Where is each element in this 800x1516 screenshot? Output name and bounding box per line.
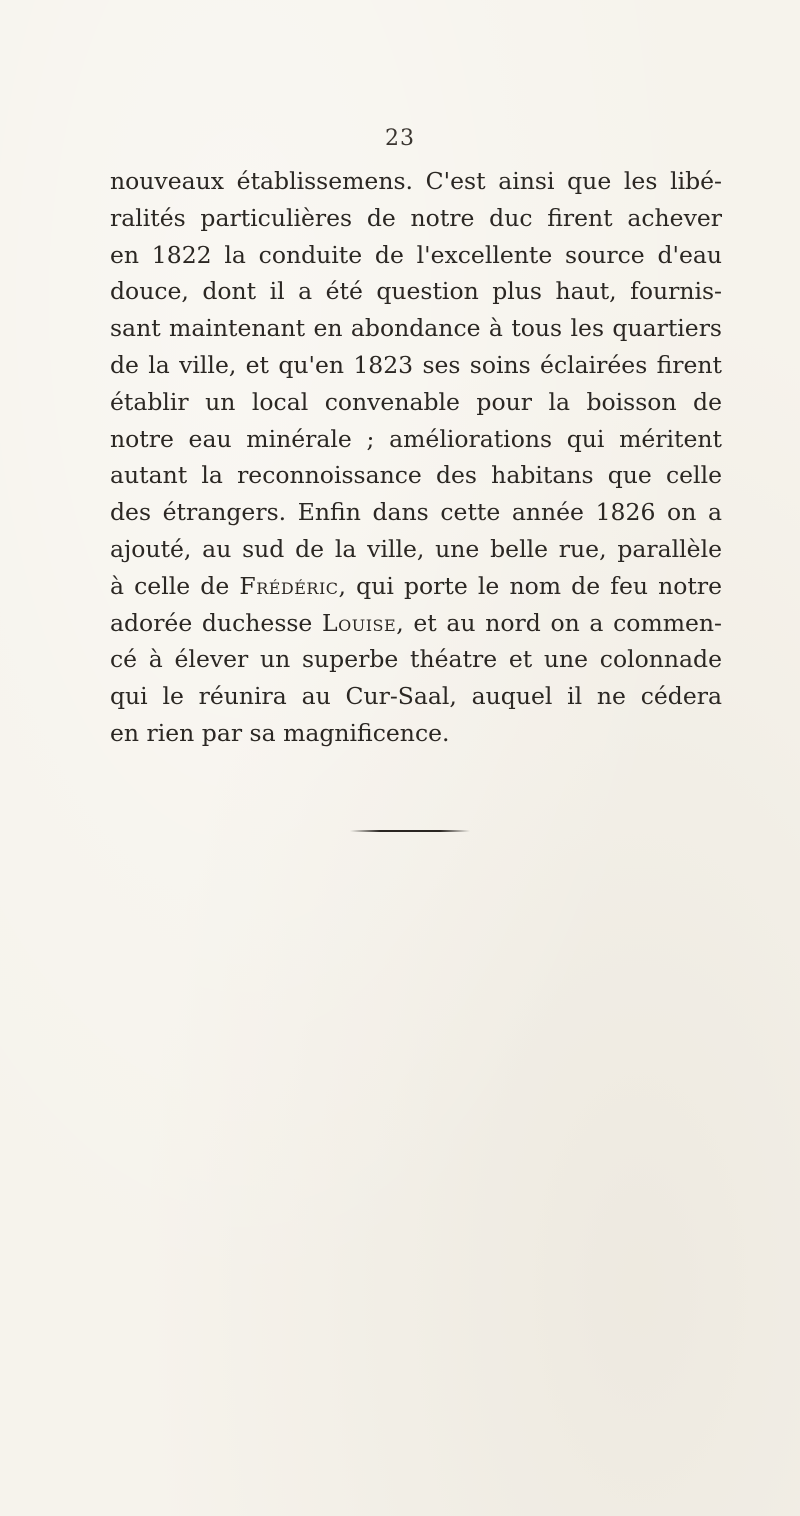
text-line: [110, 605, 722, 642]
text-line: de la ville, et qu'en 1823 ses soins éclairées firent: [110, 350, 722, 379]
text-line: en 1822 la conduite de l'excellente source d'eau: [110, 240, 722, 269]
text-run: , et au nord on a commen-: [396, 608, 722, 637]
text-run: adorée duchesse: [110, 608, 323, 637]
text-run: , qui porte le nom de feu notre: [338, 571, 722, 600]
text-line: établir un local convenable pour la boisson de: [110, 387, 722, 416]
proper-name-louise: Louise: [322, 608, 397, 637]
body-paragraph: [110, 163, 722, 752]
page-number: 23: [385, 126, 415, 151]
section-end-rule: [350, 830, 470, 832]
proper-name-frederic: Frédéric: [239, 571, 339, 600]
text-line: douce, dont il a été question plus haut, fournis-: [110, 277, 722, 306]
text-line: en rien par sa magnificence.: [110, 718, 450, 747]
text-line: cé à élever un superbe théatre et une colonnade: [110, 645, 722, 674]
text-run: à celle de: [110, 571, 240, 600]
text-line: nouveaux établissemens. C'est ainsi que les libé-: [110, 167, 722, 195]
text-line: ajouté, au sud de la ville, une belle rue, parallèle: [110, 534, 722, 563]
text-line: notre eau minérale ; améliorations qui méritent: [110, 424, 722, 453]
text-line: sant maintenant en abondance à tous les quartiers: [110, 314, 722, 343]
text-line: autant la reconnoissance des habitans que celle: [110, 461, 722, 490]
text-line: qui le réunira au Cur-Saal, auquel il ne cédera: [110, 682, 722, 711]
text-line: [110, 568, 722, 605]
text-line: des étrangers. Enfin dans cette année 1826 on a: [110, 498, 722, 527]
text-line: ralités particulières de notre duc firent achever: [110, 203, 722, 232]
